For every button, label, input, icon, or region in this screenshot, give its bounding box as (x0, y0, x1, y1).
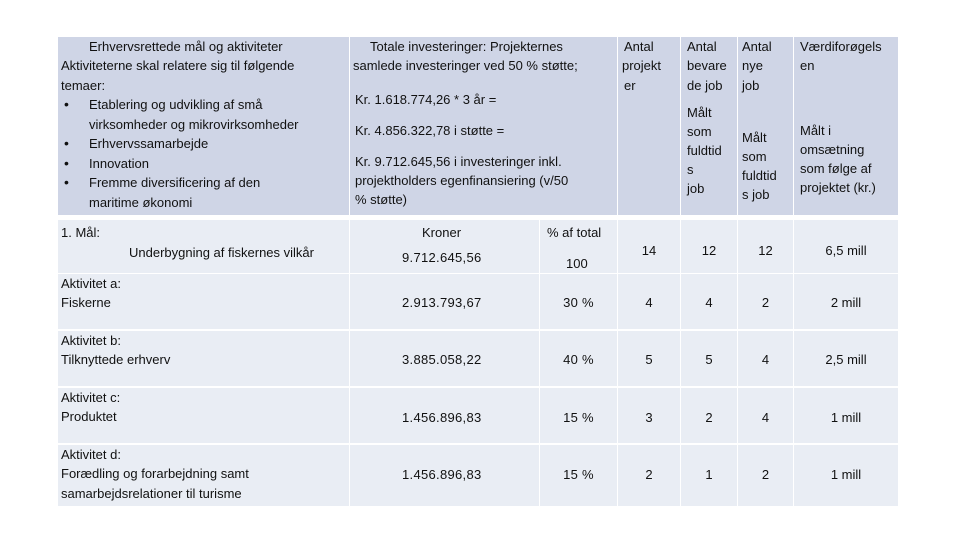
header-vaerdi-cell (794, 37, 898, 215)
bevarede-job-maalt: Målt (687, 105, 712, 120)
investments-calc3-line1: Kr. 9.712.645,56 i investeringer inkl. (355, 154, 562, 169)
goal-kept: 12 (701, 243, 717, 258)
activity-value: 1 mill (830, 410, 862, 425)
activity-kept-cell (681, 274, 737, 329)
activity-label-cell (58, 388, 349, 443)
activity-value-cell (794, 274, 898, 329)
activity-value-cell (794, 445, 898, 506)
activity-kept: 2 (705, 410, 713, 425)
activity-pct: 15 % (563, 410, 594, 425)
kroner-header: Kroner (422, 225, 462, 240)
goals-bullet-item: • Etablering og udvikling af små virksomheder og mikrovirksomheder (61, 95, 349, 134)
activity-projects-cell (618, 274, 680, 329)
activity-new: 4 (761, 410, 770, 425)
activity-label-cell (58, 445, 349, 506)
activity-kept-cell (681, 445, 737, 506)
antal-projekter-line1: Antal (624, 39, 654, 54)
activity-title: Aktivitet a: (61, 276, 121, 291)
activity-projects: 2 (645, 467, 653, 482)
activity-name: Produktet (61, 409, 117, 424)
activity-kroner: 3.885.058,22 (402, 352, 482, 367)
vaerdi-omsaetning: omsætning (800, 142, 865, 157)
goal-pct-cell (540, 220, 617, 273)
goal-projects: 14 (641, 243, 657, 258)
activity-title: Aktivitet b: (61, 333, 121, 348)
activity-pct: 40 % (563, 352, 594, 367)
goal-projects-cell (618, 220, 680, 273)
activity-kroner-cell (350, 331, 539, 386)
bevarede-job-som: som (687, 124, 712, 139)
nye-job-fuldtid: fuldtid (742, 168, 777, 183)
activity-pct: 15 % (563, 467, 594, 482)
goal-new: 12 (758, 243, 773, 258)
activity-new-cell (738, 331, 793, 386)
vaerdi-projektet: projektet (kr.) (800, 180, 876, 195)
investments-calc2: Kr. 4.856.322,78 i støtte = (355, 123, 505, 138)
activity-pct-cell (540, 445, 617, 506)
nye-job-line2: nye (742, 58, 763, 73)
activity-name: Fiskerne (61, 295, 111, 310)
activity-value-cell (794, 331, 898, 386)
antal-projekter-line3: er (624, 78, 636, 93)
investments-line1: Totale investeringer: Projekternes (370, 39, 563, 54)
vaerdi-som-foelge: som følge af (800, 161, 872, 176)
activity-kroner-cell (350, 274, 539, 329)
goal-value: 6,5 mill (825, 243, 867, 258)
bevarede-job-line3: de job (687, 78, 723, 93)
activity-pct-cell (540, 388, 617, 443)
vaerdi-maalt: Målt i (800, 123, 832, 138)
vaerdi-line1: Værdiforøgels (800, 39, 882, 54)
goals-bullet-item: • Erhvervssamarbejde (61, 134, 349, 154)
activity-new: 2 (761, 295, 770, 310)
goals-intro-line2: temaer: (61, 78, 106, 93)
activity-new: 4 (761, 352, 770, 367)
goal-kroner: 9.712.645,56 (402, 250, 482, 265)
goal-kept-cell (681, 220, 737, 273)
investments-line2: samlede investeringer ved 50 % støtte; (353, 58, 578, 73)
investments-calc3-line2: projektholders egenfinansiering (v/50 (355, 173, 569, 188)
activity-pct-cell (540, 331, 617, 386)
goals-title: Erhvervsrettede mål og aktiviteter (89, 39, 283, 54)
nye-job-s-job: s job (742, 187, 770, 202)
header-investments-cell (350, 37, 617, 215)
bevarede-job-line1: Antal (687, 39, 717, 54)
activity-projects: 4 (645, 295, 653, 310)
activity-title: Aktivitet d: (61, 447, 121, 462)
nye-job-maalt: Målt (742, 130, 767, 145)
activity-name: Tilknyttede erhverv (61, 352, 171, 367)
nye-job-line3: job (742, 78, 760, 93)
vaerdi-line2: en (800, 58, 815, 73)
activity-value: 2 mill (830, 295, 862, 310)
goal-new-cell (738, 220, 793, 273)
goal-sub: Underbygning af fiskernes vilkår (129, 245, 314, 260)
activity-kroner-cell (350, 445, 539, 506)
bevarede-job-line2: bevare (687, 58, 727, 73)
goal-label: 1. Mål: (61, 225, 101, 240)
activity-projects-cell (618, 331, 680, 386)
activity-kept: 1 (705, 467, 713, 482)
goals-bullet-list (61, 95, 349, 212)
nye-job-som: som (742, 149, 767, 164)
activity-label-cell (58, 331, 349, 386)
bevarede-job-s: s (687, 162, 694, 177)
activity-kroner-cell (350, 388, 539, 443)
activity-value: 2,5 mill (825, 352, 867, 367)
activity-kept: 4 (705, 295, 713, 310)
header-nye-job-cell (738, 37, 793, 215)
activity-new-cell (738, 388, 793, 443)
goals-intro-line1: Aktiviteterne skal relatere sig til følgende (61, 58, 295, 73)
header-bevarede-job-cell (681, 37, 737, 215)
activity-kroner: 1.456.896,83 (402, 410, 482, 425)
activity-kroner: 2.913.793,67 (402, 295, 482, 310)
activity-pct: 30 % (563, 295, 594, 310)
nye-job-line1: Antal (742, 39, 772, 54)
bevarede-job-fuldtid: fuldtid (687, 143, 722, 158)
activity-projects: 5 (645, 352, 653, 367)
goals-bullet-item: • Innovation (61, 154, 349, 174)
activity-projects-cell (618, 388, 680, 443)
activity-value: 1 mill (830, 467, 862, 482)
activity-kept-cell (681, 331, 737, 386)
investments-calc3-line3: % støtte) (355, 192, 408, 207)
activity-projects-cell (618, 445, 680, 506)
investments-calc1: Kr. 1.618.774,26 * 3 år = (355, 92, 497, 107)
activity-title: Aktivitet c: (61, 390, 121, 405)
activity-new-cell (738, 274, 793, 329)
activity-pct-cell (540, 274, 617, 329)
activity-kept: 5 (705, 352, 713, 367)
goal-kroner-cell (350, 220, 539, 273)
goals-bullet-item: • Fremme diversificering af den maritime økonomi (61, 173, 349, 212)
bevarede-job-job: job (687, 181, 705, 196)
goal-pct: 100 (566, 256, 588, 271)
activity-kroner: 1.456.896,83 (402, 467, 482, 482)
activity-name-cont: samarbejdsrelationer til turisme (61, 486, 242, 501)
header-antal-projekter-cell (618, 37, 680, 215)
goal-value-cell (794, 220, 898, 273)
activity-new: 2 (761, 467, 770, 482)
activity-value-cell (794, 388, 898, 443)
header-goals-cell (58, 37, 349, 215)
activity-new-cell (738, 445, 793, 506)
activity-projects: 3 (645, 410, 653, 425)
activity-label-cell (58, 274, 349, 329)
antal-projekter-line2: projekt (622, 58, 662, 73)
goal-label-cell (58, 220, 349, 273)
activity-kept-cell (681, 388, 737, 443)
activity-name: Forædling og forarbejdning samt (61, 466, 249, 481)
pct-header: % af total (547, 225, 602, 240)
